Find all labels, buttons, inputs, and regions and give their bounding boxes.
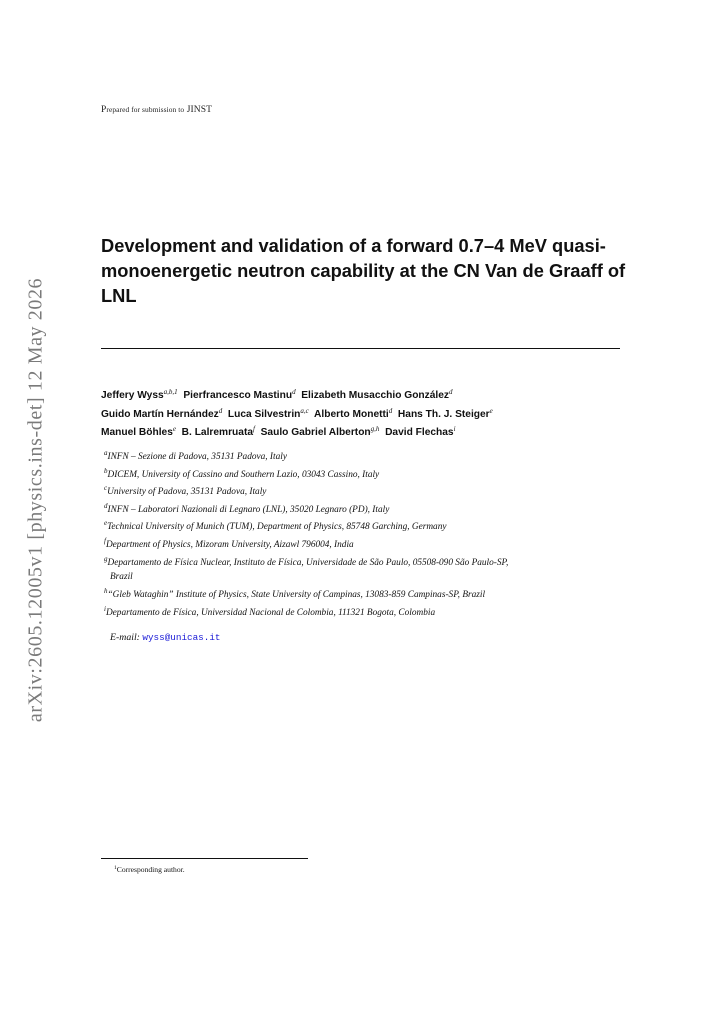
email-line [110,632,221,643]
author-name: Manuel Böhles [101,427,173,438]
affiliation-text: “Gleb Wataghin” Institute of Physics, State University of Campinas, 13083-859 Campinas-SP, Brazil [107,590,486,601]
author-name: Saulo Gabriel Alberton [260,427,371,438]
affiliation-mark: g [104,554,108,563]
author-affiliation-mark: a,b,1 [163,388,178,396]
journal-header [101,105,212,115]
affiliation-mark: f [104,536,106,545]
affiliation-text: University of Padova, 35131 Padova, Italy [107,487,267,498]
author-line [101,406,641,425]
author-affiliation-mark: d [292,388,296,396]
affiliation-mark: a [104,449,108,457]
author-name: Luca Silvestrin [227,408,301,420]
email-label: E-mail: [110,632,140,643]
affiliation-mark: c [104,484,108,493]
author-name: Elizabeth Musacchio González [301,390,449,401]
author-affiliation-mark: d [448,388,453,396]
author-affiliation-mark: i [453,425,456,433]
affiliation-text: INFN – Sezione di Padova, 35131 Padova, Italy [107,452,287,462]
author-affiliation-mark: a,c [300,406,309,415]
author-affiliation-mark: e [172,425,176,433]
affiliation [104,502,634,520]
arxiv-watermark: arXiv:2605.12005v1 [physics.ins-det] 12 May 2026 [24,277,47,723]
affiliation-mark: e [104,519,108,528]
author-line [101,424,641,443]
author-affiliation-mark: e [489,406,493,415]
author-affiliation-mark: d [218,406,223,415]
author-affiliation-mark: d [388,406,393,415]
author-name: Guido Martín Hernández [101,408,219,420]
affiliation-text: INFN – Laboratori Nazionali di Legnaro (LNL), 35020 Legnaro (PD), Italy [107,504,390,515]
author-name: David Flechas [385,427,454,438]
affiliation-text: Department of Physics, Mizoram University, Aizawl 796004, India [105,539,354,550]
affiliation-mark: b [104,466,108,475]
footnote [114,865,185,874]
affiliation-list [104,449,634,622]
author-list [101,387,641,443]
author-name: B. Lalremruata [181,427,254,438]
footnote-text: Corresponding author. [116,865,185,874]
header-journal: JINST [186,105,213,115]
footnote-rule [101,858,308,859]
affiliation-text: Departamento de Física Nuclear, Instituto de Física, Universidade de São Paulo, 05508-090 São Paulo-SP, [107,557,509,568]
author-name: Alberto Monetti [314,408,389,420]
paper-title: Development and validation of a forward 0.7–4 MeV quasi-monoenergetic neutron capability at the CN Van de Graaff of LNL [101,235,626,306]
affiliation [104,519,634,537]
affiliation-text: DICEM, University of Cassino and Southern Lazio, 03043 Cassino, Italy [107,469,380,480]
affiliation [104,605,634,623]
affiliation-mark: i [104,604,106,613]
author-name: Jeffery Wyss [101,390,164,401]
author-name: Hans Th. J. Steiger [397,408,490,420]
header-smallcaps: repared for submission to [106,105,185,114]
affiliation [104,467,634,485]
affiliation-text: Technical University of Munich (TUM), Department of Physics, 85748 Garching, Germany [107,522,447,533]
affiliation [104,537,634,555]
affiliation [104,449,634,467]
footnote-mark: 1 [114,865,117,871]
title-rule [101,348,620,349]
affiliation-continuation: Brazil [110,572,133,583]
affiliation-mark: d [104,501,108,510]
author-affiliation-mark: g,h [370,425,380,433]
affiliation [104,555,634,584]
affiliation-text: Departamento de Física, Universidad Nacional de Colombia, 111321 Bogota, Colombia [105,607,436,618]
author-line [101,387,641,406]
author-name: Pierfrancesco Mastinu [183,390,293,401]
affiliation [104,587,634,605]
header-initial: P [101,105,107,115]
email-link[interactable]: wyss@unicas.it [142,632,221,643]
author-affiliation-mark: f [253,425,255,433]
affiliation [104,484,634,502]
affiliation-mark: h [104,587,108,596]
